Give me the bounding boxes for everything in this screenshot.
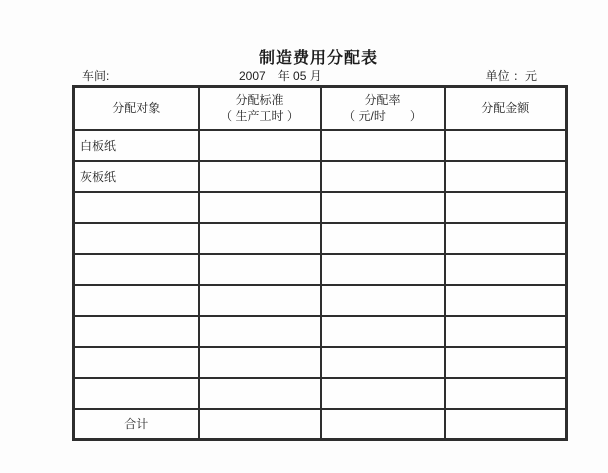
cell-standard bbox=[199, 161, 321, 192]
cell-standard bbox=[199, 316, 321, 347]
cell-object bbox=[74, 316, 199, 347]
col-header-amount bbox=[445, 87, 567, 130]
unit-label: 单位 ：元 bbox=[485, 69, 537, 83]
cell-standard bbox=[199, 254, 321, 285]
col-header-standard-line1: 分配标准 bbox=[235, 93, 284, 108]
cell-standard bbox=[199, 409, 321, 440]
workshop-label: 车间: bbox=[82, 69, 110, 83]
cell-standard bbox=[199, 378, 321, 409]
table-row bbox=[74, 347, 567, 378]
cell-amount bbox=[445, 254, 567, 285]
table-row bbox=[74, 130, 567, 161]
table-row-total bbox=[74, 409, 567, 440]
cell-object: 灰板纸 bbox=[74, 161, 199, 192]
cell-rate bbox=[321, 316, 445, 347]
cell-standard bbox=[199, 192, 321, 223]
col-header-amount-line1: 分配金额 bbox=[481, 101, 530, 116]
cell-standard bbox=[199, 347, 321, 378]
table-row bbox=[74, 223, 567, 254]
cell-rate bbox=[321, 161, 445, 192]
col-header-rate-line1: 分配率 bbox=[364, 93, 401, 108]
cell-standard bbox=[199, 223, 321, 254]
cell-rate bbox=[321, 378, 445, 409]
cell-object: 白板纸 bbox=[74, 130, 199, 161]
meta-row bbox=[72, 65, 565, 83]
cell-rate bbox=[321, 223, 445, 254]
table-row bbox=[74, 378, 567, 409]
cell-rate bbox=[321, 130, 445, 161]
cell-object bbox=[74, 254, 199, 285]
cell-rate bbox=[321, 347, 445, 378]
cell-object bbox=[74, 192, 199, 223]
cell-amount bbox=[445, 161, 567, 192]
cell-rate bbox=[321, 285, 445, 316]
table-row bbox=[74, 285, 567, 316]
col-header-standard-line2: （ 生产工时 ） bbox=[220, 109, 299, 124]
col-header-object bbox=[74, 87, 199, 130]
cell-object bbox=[74, 223, 199, 254]
cell-object bbox=[74, 347, 199, 378]
cell-amount bbox=[445, 316, 567, 347]
cell-amount bbox=[445, 130, 567, 161]
cell-rate bbox=[321, 192, 445, 223]
cell-rate bbox=[321, 254, 445, 285]
col-header-rate-line2: （ 元/时 ） bbox=[343, 109, 422, 124]
cell-total-label: 合计 bbox=[74, 409, 199, 440]
cell-amount bbox=[445, 285, 567, 316]
cell-standard bbox=[199, 285, 321, 316]
cell-amount bbox=[445, 347, 567, 378]
col-header-object-line1: 分配对象 bbox=[112, 101, 161, 116]
page-title: 制造费用分配表 bbox=[258, 50, 378, 67]
table-header-row bbox=[74, 87, 567, 130]
period-value: 2007 年 05 月 bbox=[239, 69, 322, 83]
cell-amount bbox=[445, 223, 567, 254]
cell-standard bbox=[199, 130, 321, 161]
cell-amount bbox=[445, 409, 567, 440]
cell-amount bbox=[445, 192, 567, 223]
table-row bbox=[74, 192, 567, 223]
cell-rate bbox=[321, 409, 445, 440]
allocation-table bbox=[72, 85, 568, 441]
table-row bbox=[74, 316, 567, 347]
col-header-standard bbox=[199, 87, 321, 130]
col-header-rate bbox=[321, 87, 445, 130]
table-row bbox=[74, 161, 567, 192]
cell-object bbox=[74, 378, 199, 409]
table-row bbox=[74, 254, 567, 285]
cell-amount bbox=[445, 378, 567, 409]
cell-object bbox=[74, 285, 199, 316]
